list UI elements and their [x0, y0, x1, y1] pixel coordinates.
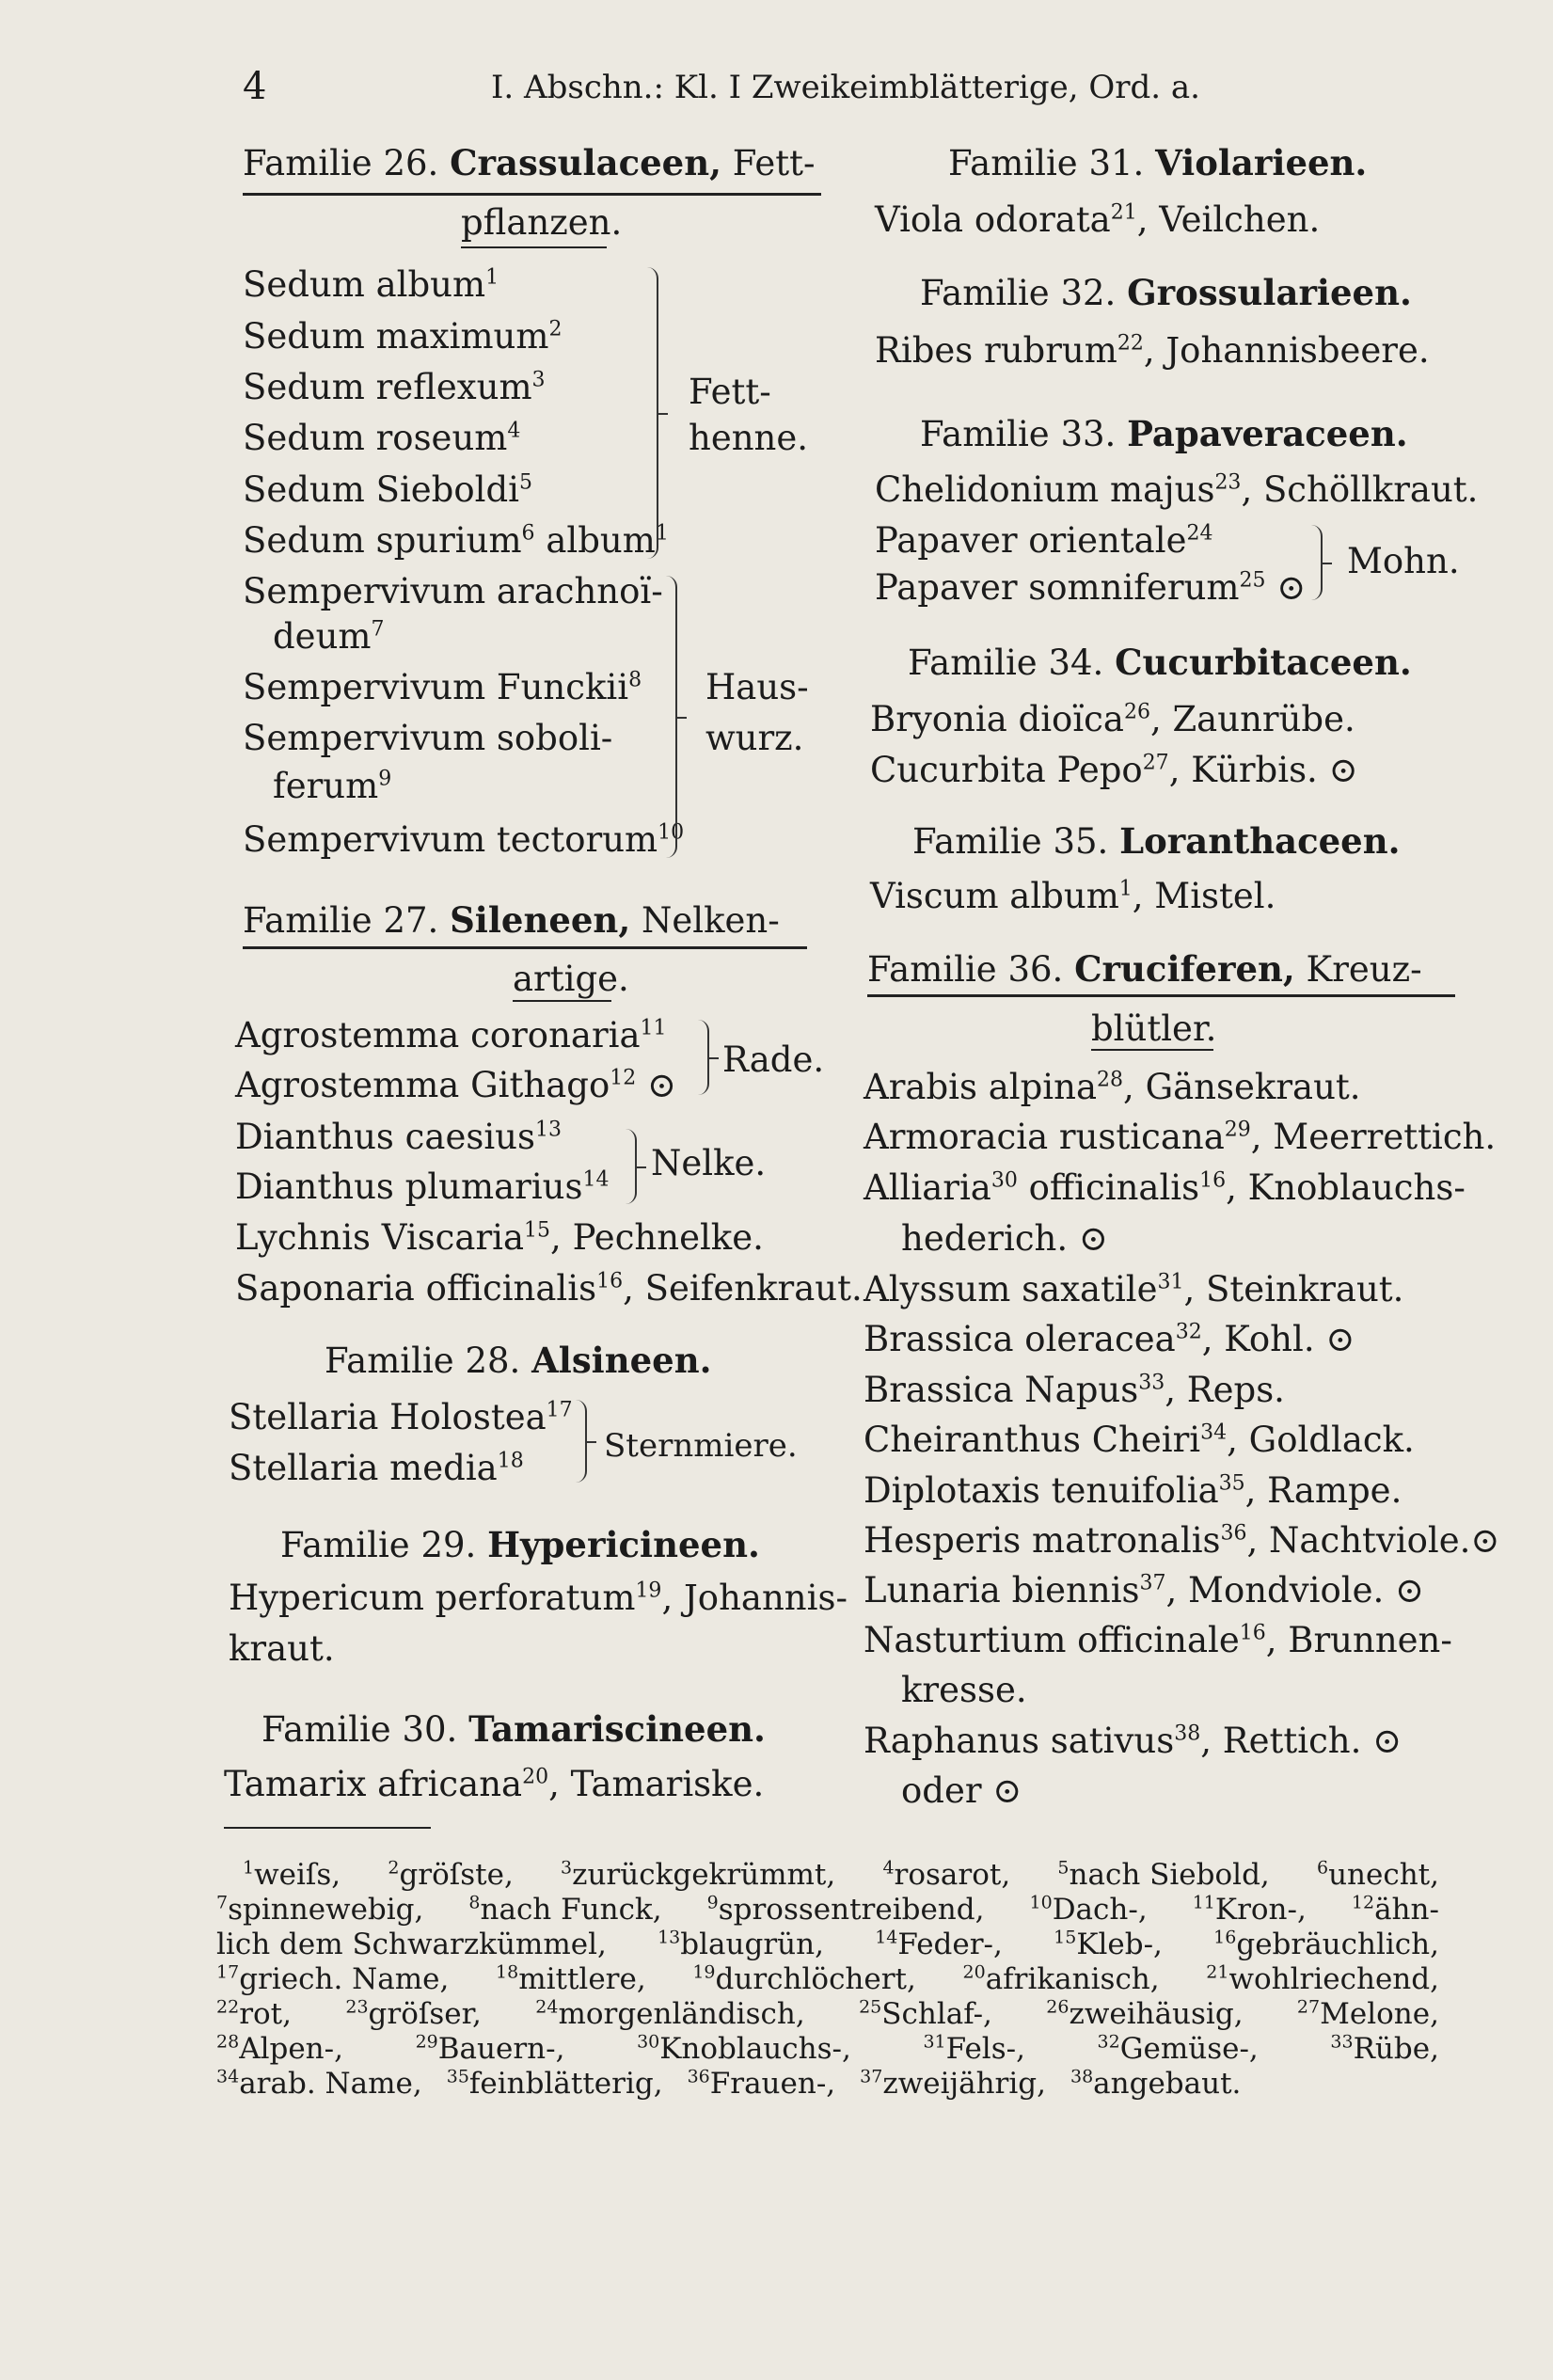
subheading-rule [461, 246, 607, 248]
footnote-entry: $^{34}$arab. Name, [216, 2066, 422, 2101]
footnote-entry: $^{29}$Bauern-, [415, 2031, 565, 2066]
species-entry-cont: kraut. [229, 1628, 335, 1669]
species-entry: Stellaria Holostea$^{17}$ [229, 1397, 573, 1437]
footnote-entry: $^{16}$gebräuchlich, [1213, 1927, 1439, 1961]
footnote-entry: $^{24}$morgenländisch, [535, 1996, 805, 2031]
family-label: Familie 33. [920, 414, 1117, 454]
species-entry: Sedum reflexum$^3$ [243, 367, 546, 407]
footnote-entry: $^{35}$feinblätterig, [446, 2066, 663, 2101]
footnote-entry: $^{23}$gröſser, [345, 1996, 482, 2031]
species-entry: Brassica oleracea$^{32}$, Kohl. ⊙ [864, 1319, 1355, 1359]
footnote-line [216, 2031, 1439, 2066]
family-name: Cucurbitaceen. [1115, 642, 1412, 683]
footnote-entry: $^{31}$Fels-, [923, 2031, 1025, 2066]
grouping-brace [626, 1129, 637, 1204]
footnote-entry: $^2$gröſste, [388, 1857, 514, 1892]
footnote-entry: $^{32}$Gemüse-, [1097, 2031, 1259, 2066]
family-label: Familie 36. [867, 949, 1064, 990]
species-entry: Sempervivum tectorum$^{10}$ [243, 819, 685, 860]
footnote-entry: $^6$unecht, [1316, 1857, 1439, 1892]
species-entry: Raphanus sativus$^{38}$, Rettich. ⊙ [864, 1721, 1402, 1761]
family-label: Familie 27. [243, 900, 439, 941]
family-name: Sileneen, [450, 899, 631, 941]
family-common-name: Nelken- [641, 900, 780, 941]
footnote-entry: $^{37}$zweijährig, [860, 2066, 1046, 2101]
family-label: Familie 31. [948, 143, 1145, 183]
heading-rule [243, 946, 807, 949]
heading-rule [243, 193, 821, 196]
family-name: Grossularieen. [1127, 272, 1412, 313]
species-entry: Viola odorata$^{21}$, Veilchen. [875, 199, 1321, 240]
species-entry-cont: kresse. [901, 1670, 1027, 1710]
footnote-entry: $^{22}$rot, [216, 1996, 292, 2031]
species-entry: deum$^7$ [273, 616, 385, 657]
footnote-entry: lich dem Schwarzkümmel, [216, 1928, 607, 1961]
footnote-line [216, 1892, 1439, 1927]
species-entry: Dianthus caesius$^{13}$ [235, 1117, 562, 1157]
grouping-brace [576, 1400, 587, 1483]
group-common-name: Nelke. [651, 1143, 767, 1183]
subheading-rule [1091, 1049, 1213, 1051]
grouping-brace [1311, 525, 1323, 600]
species-entry: Sedum Sieboldi$^5$ [243, 469, 532, 510]
species-entry: Agrostemma Githago$^{12}$ ⊙ [235, 1065, 677, 1105]
footnote-entry: $^{14}$Feder-, [875, 1927, 1003, 1961]
footnote-entry: $^{21}$wohlriechend, [1206, 1961, 1439, 1996]
species-entry: Hypericum perforatum$^{19}$, Johannis- [229, 1578, 848, 1618]
family-name: Cruciferen, [1074, 948, 1295, 990]
footnote-rule [224, 1827, 431, 1829]
family-common-name-cont: blütler. [1091, 1008, 1217, 1049]
species-entry: Sempervivum soboli- [243, 718, 613, 758]
species-entry: Alyssum saxatile$^{31}$, Steinkraut. [864, 1269, 1404, 1309]
footnote-entry: $^{26}$zweihäusig, [1046, 1996, 1244, 2031]
group-common-name: henne. [689, 418, 809, 458]
footnote-entry: $^{18}$mittlere, [496, 1961, 646, 1996]
family-label: Familie 32. [920, 273, 1117, 313]
species-entry: Sedum spurium$^6$ album$^1$ [243, 520, 669, 561]
footnote-entry: $^{38}$angebaut. [1070, 2066, 1242, 2101]
footnote-entry: $^{27}$Melone, [1296, 1996, 1439, 2031]
footnote-entry: $^{36}$Frauen-, [687, 2066, 836, 2101]
species-entry: ferum$^9$ [273, 766, 392, 806]
subheading-rule [513, 1000, 611, 1002]
footnote-entry: $^{12}$ähn- [1351, 1892, 1439, 1927]
footnote-entry: $^1$weiſs, [243, 1857, 341, 1892]
family-name: Papaveraceen. [1127, 413, 1408, 454]
species-entry: Cheiranthus Cheiri$^{34}$, Goldlack. [864, 1420, 1415, 1460]
species-entry: Diplotaxis tenuifolia$^{35}$, Rampe. [864, 1470, 1402, 1511]
species-entry: Arabis alpina$^{28}$, Gänsekraut. [864, 1067, 1361, 1107]
family-name: Crassulaceen, [450, 142, 721, 183]
species-entry-cont: hederich. ⊙ [901, 1218, 1108, 1259]
species-entry: Papaver orientale$^{24}$ [875, 520, 1213, 561]
species-entry: Dianthus plumarius$^{14}$ [235, 1166, 610, 1207]
footnote-entry: $^8$nach Funck, [468, 1892, 662, 1927]
family-label: Familie 29. [280, 1525, 477, 1565]
family-label: Familie 28. [325, 1341, 521, 1381]
family-name: Alsineen. [531, 1340, 712, 1381]
footnote-entry: $^7$spinnewebig, [216, 1892, 424, 1927]
species-entry: Hesperis matronalis$^{36}$, Nachtviole.⊙ [864, 1520, 1500, 1561]
heading-rule [867, 994, 1455, 997]
species-entry: Bryonia dioïca$^{26}$, Zaunrübe. [870, 699, 1355, 739]
footnote-entry: $^5$nach Siebold, [1057, 1857, 1270, 1892]
species-entry: Sedum roseum$^4$ [243, 418, 521, 458]
footnote-entry: $^{11}$Kron-, [1192, 1892, 1307, 1927]
species-entry: Saponaria officinalis$^{16}$, Seifenkraut. [235, 1268, 863, 1309]
group-common-name: Sternmiere. [604, 1427, 798, 1465]
group-common-name: Haus- [705, 667, 809, 707]
species-entry: Cucurbita Pepo$^{27}$, Kürbis. ⊙ [870, 750, 1358, 790]
footnote-entry: $^{20}$afrikanisch, [962, 1961, 1160, 1996]
species-entry: Sempervivum Funckii$^8$ [243, 667, 642, 707]
footnote-line [216, 1996, 1439, 2031]
family-common-name: Kreuz- [1306, 949, 1422, 990]
species-entry: Ribes rubrum$^{22}$, Johannisbeere. [875, 330, 1430, 371]
species-entry: Agrostemma coronaria$^{11}$ [235, 1015, 667, 1055]
species-entry: Lychnis Viscaria$^{15}$, Pechnelke. [235, 1217, 764, 1258]
species-entry: Sedum maximum$^2$ [243, 316, 563, 357]
page-number: 4 [243, 65, 267, 108]
species-entry: Sedum album$^1$ [243, 264, 499, 305]
species-entry: Armoracia rusticana$^{29}$, Meerrettich. [864, 1117, 1497, 1157]
species-entry: Sempervivum arachnoï- [243, 571, 663, 611]
grouping-brace [647, 267, 658, 559]
footnote-entry: $^{30}$Knoblauchs-, [637, 2031, 851, 2066]
footnote-line [216, 1927, 1439, 1961]
footnote-entry: $^{15}$Kleb-, [1054, 1927, 1163, 1961]
species-entry: Lunaria biennis$^{37}$, Mondviole. ⊙ [864, 1570, 1424, 1610]
group-common-name: Mohn. [1347, 541, 1460, 581]
grouping-brace [666, 576, 677, 858]
family-label: Familie 30. [261, 1709, 458, 1750]
family-common-name: Fett- [732, 143, 816, 183]
group-common-name: Fett- [689, 372, 771, 412]
species-entry: Alliaria$^{30}$ officinalis$^{16}$, Knoblauchs- [864, 1167, 1466, 1208]
footnote-entry: $^{25}$Schlaf-, [859, 1996, 992, 2031]
species-entry: Papaver somniferum$^{25}$ ⊙ [875, 567, 1307, 608]
family-name: Violarieen. [1155, 142, 1368, 183]
footnote-entry: $^4$rosarot, [882, 1857, 1011, 1892]
footnote-line [243, 1857, 1439, 1892]
family-label: Familie 35. [912, 821, 1109, 862]
grouping-brace [698, 1020, 709, 1095]
footnote-entry: $^{19}$durchlöchert, [692, 1961, 916, 1996]
family-name: Loranthaceen. [1119, 820, 1401, 862]
footnote-entry: $^{33}$Rübe, [1330, 2031, 1439, 2066]
species-entry-cont: oder ⊙ [901, 1770, 1022, 1811]
family-common-name-cont: pflanzen. [461, 202, 623, 243]
family-name: Tamariscineen. [468, 1708, 766, 1750]
family-name: Hypericineen. [487, 1524, 760, 1565]
footnote-entry: $^{13}$blaugrün, [658, 1927, 824, 1961]
species-entry: Stellaria media$^{18}$ [229, 1448, 524, 1488]
species-entry: Nasturtium officinale$^{16}$, Brunnen- [864, 1620, 1452, 1660]
footnote-entry: $^{17}$griech. Name, [216, 1961, 450, 1996]
family-label: Familie 34. [908, 643, 1104, 683]
group-common-name: Rade. [722, 1039, 825, 1080]
species-entry: Viscum album$^1$, Mistel. [870, 876, 1276, 916]
footnote-entry: $^{10}$Dach-, [1029, 1892, 1148, 1927]
footnote-entry: $^9$sprossentreibend, [706, 1892, 985, 1927]
family-label: Familie 26. [243, 143, 439, 183]
family-common-name-cont: artige. [513, 959, 629, 999]
footnote-line [216, 2066, 1439, 2101]
group-common-name: wurz. [705, 718, 804, 758]
footnote-line [216, 1961, 1439, 1996]
species-entry: Brassica Napus$^{33}$, Reps. [864, 1370, 1285, 1410]
species-entry: Tamarix africana$^{20}$, Tamariske. [224, 1764, 765, 1804]
footnote-entry: $^{28}$Alpen-, [216, 2031, 343, 2066]
footnote-entry: $^3$zurückgekrümmt, [561, 1857, 836, 1892]
running-title: I. Abschn.: Kl. I Zweikeimblätterige, Ord. a. [491, 69, 1200, 106]
species-entry: Chelidonium majus$^{23}$, Schöllkraut. [875, 469, 1479, 510]
